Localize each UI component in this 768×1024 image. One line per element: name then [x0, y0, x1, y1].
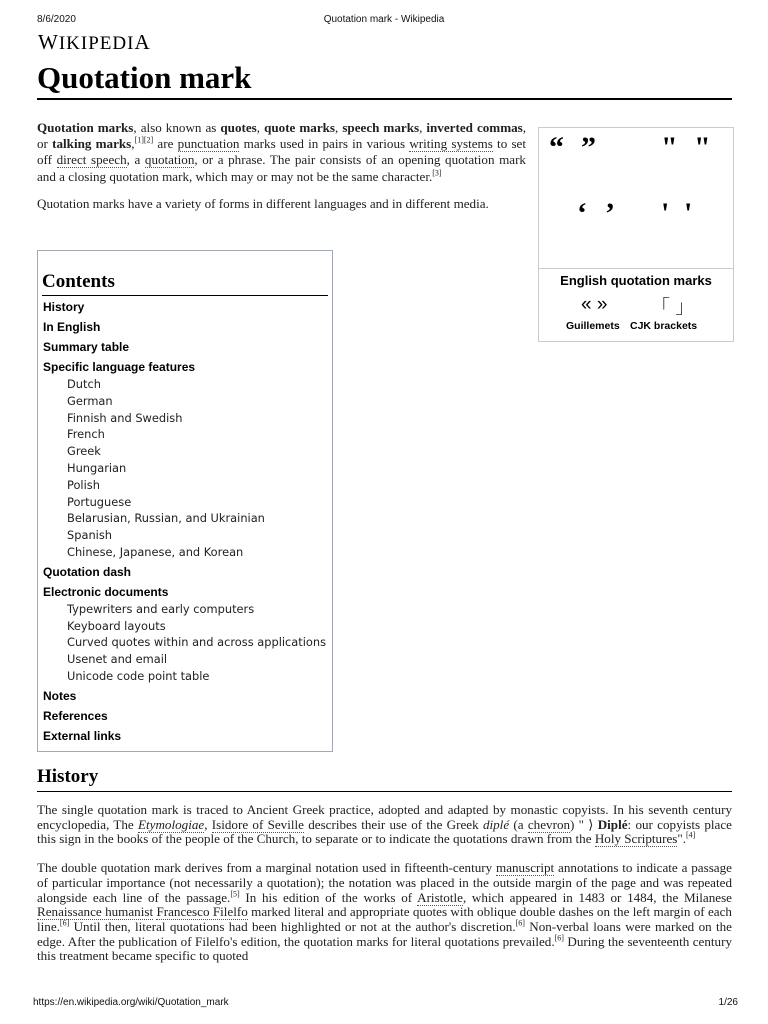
toc-link[interactable]: History — [43, 300, 85, 314]
text-run: , — [419, 120, 427, 135]
toc-link[interactable]: Chinese, Japanese, and Korean — [67, 545, 244, 559]
citation-ref[interactable]: [6] — [59, 918, 70, 928]
inline-link[interactable]: Isidore of Seville — [211, 816, 304, 832]
text-run: , — [256, 120, 265, 135]
toc-link[interactable]: French — [67, 427, 105, 442]
infobox — [538, 127, 734, 342]
citation-ref[interactable]: [6] — [554, 933, 564, 943]
mark-single-straight-1: ' — [661, 197, 670, 230]
text-run: quotes — [220, 120, 257, 135]
text-run: Non-verbal loans were marked on the edge. After the publication of Filelfo's edition, the quotation marks for literal quotations prevailed. — [37, 918, 732, 949]
toc-link[interactable]: In English — [43, 320, 101, 334]
inline-link[interactable]: direct speech — [56, 152, 127, 168]
toc-link[interactable]: Specific language features — [43, 360, 196, 374]
text-run: inverted commas — [426, 120, 523, 135]
citation-ref[interactable]: [6] — [515, 918, 525, 928]
toc-link[interactable]: Curved quotes within and across applications — [67, 635, 327, 650]
toc-link[interactable]: Dutch — [67, 377, 101, 391]
inline-link[interactable]: punctuation — [177, 136, 240, 152]
print-title: Quotation mark - Wikipedia — [323, 14, 445, 25]
text-run: marks used in pairs in various — [239, 136, 410, 152]
infobox-caption: English quotation marks — [560, 273, 712, 288]
text-run: , which appeared in 1483 or 1484, the Milanese — [462, 889, 732, 905]
intro-paragraph-2: Quotation marks have a variety of forms in different languages and in different media. — [37, 195, 489, 211]
history-paragraph-1 — [37, 803, 732, 847]
text-run: annotations to indicate a passage of particular importance (not necessarily a quotation); the notation was placed in the outside margin of the page and was repeated alongside each line of the passage. — [37, 860, 732, 905]
mark-single-straight-2: ' — [684, 197, 693, 230]
history-heading: History — [37, 766, 732, 792]
table-of-contents — [37, 250, 333, 752]
print-page-number: 1/26 — [718, 997, 738, 1008]
cjk-brackets-link[interactable]: CJK brackets — [630, 320, 698, 332]
inline-link[interactable]: Etymologiae — [138, 816, 205, 832]
text-run: Until then, literal quotations had been highlighted or not at the author's discretion. — [69, 918, 516, 934]
toc-link[interactable]: Hungarian — [67, 461, 127, 475]
mark-double-straight-2: " — [694, 131, 711, 164]
text-run: ) " ⟩ — [570, 816, 598, 832]
text-run: are — [153, 136, 178, 152]
history-paragraph-2 — [37, 861, 732, 964]
text-run: : our copyists place this sign in the books of the people of the Church, to separate or to indicate the quotations drawn from the — [37, 816, 732, 847]
text-run: to set off — [37, 136, 526, 168]
toc-link[interactable]: Finnish and Swedish — [67, 410, 183, 425]
toc-link[interactable]: Quotation dash — [43, 564, 131, 579]
citation-ref[interactable]: [3] — [432, 168, 442, 178]
intro-paragraph-1 — [37, 120, 526, 185]
infobox-divider — [539, 268, 733, 269]
text-run: ". — [677, 831, 686, 847]
page-title: Quotation mark — [37, 58, 732, 100]
toc-link[interactable]: External links — [43, 728, 122, 743]
toc-link[interactable]: German — [67, 393, 113, 408]
text-run: (a — [509, 816, 528, 832]
toc-link[interactable]: Summary table — [43, 340, 130, 354]
toc-title: Contents — [42, 271, 328, 296]
wikipedia-logo[interactable] — [38, 30, 151, 55]
quotation-marks-image — [539, 128, 733, 268]
print-url: https://en.wikipedia.org/wiki/Quotation_mark — [33, 997, 229, 1008]
mark-double-straight-1: " — [661, 131, 678, 164]
text-run: , or a phrase. The pair consists of an opening quotation mark and a closing quotation mark, which may or may not be the same character. — [37, 152, 526, 184]
inline-link[interactable]: Renaissance humanist — [37, 904, 154, 920]
toc-link[interactable]: Typewriters and early computers — [67, 601, 255, 616]
logo-letters: IKIPEDI — [58, 33, 135, 54]
toc-link[interactable]: Keyboard layouts — [67, 618, 166, 633]
guillemets-glyph: « » — [581, 294, 608, 315]
mark-single-close-curly: ’ — [605, 197, 615, 230]
print-date: 8/6/2020 — [37, 14, 76, 25]
print-footer — [0, 997, 768, 1011]
inline-link[interactable]: Aristotle — [417, 889, 463, 905]
text-run: , — [204, 816, 212, 832]
text-run: quote marks — [264, 120, 336, 135]
text-run: marked literal and appropriate quotes with oblique double dashes on the left margin of each line. — [37, 904, 732, 934]
guillemets-link[interactable]: Guillemets — [566, 320, 620, 332]
text-run: The single quotation mark is traced to Ancient Greek practice, adopted and adapted by monastic copyists. In his seventh century encyclopedia, The — [37, 802, 732, 832]
text-run: Quotation marks — [37, 120, 134, 135]
inline-link[interactable]: writing systems — [409, 136, 493, 152]
toc-link[interactable]: Unicode code point table — [67, 669, 210, 683]
logo-letter-a: A — [134, 30, 151, 54]
toc-link[interactable]: Portuguese — [67, 494, 132, 509]
toc-link[interactable]: Polish — [67, 477, 100, 492]
text-run: Diplé — [597, 816, 628, 832]
text-run: , — [131, 136, 135, 152]
history-section — [37, 803, 732, 978]
text-run: In his edition of the works of — [239, 889, 418, 905]
text-run: diplé — [482, 816, 510, 832]
citation-ref[interactable]: [1][2] — [134, 135, 154, 145]
text-run: , or — [37, 120, 527, 152]
text-run: During the seventeenth century this treatment became specific to quoted — [37, 933, 732, 964]
logo-letter-w: W — [38, 30, 59, 54]
mark-double-open-curly: “ — [549, 131, 564, 164]
mark-double-close-curly: ” — [581, 131, 596, 164]
toc-link[interactable]: References — [43, 708, 108, 723]
text-run: , — [335, 120, 343, 135]
citation-ref[interactable]: [4] — [686, 831, 696, 841]
toc-link[interactable]: Greek — [67, 444, 101, 459]
inline-link[interactable]: quotation — [144, 152, 195, 168]
text-run: The double quotation mark derives from a marginal notation used in fifteenth-century — [37, 860, 497, 876]
toc-link[interactable]: Spanish — [67, 528, 112, 543]
text-run: speech marks — [342, 120, 420, 135]
inline-link[interactable]: chevron — [527, 816, 571, 832]
intro-section — [37, 120, 526, 223]
toc-link[interactable]: Belarusian, Russian, and Ukrainian — [67, 511, 265, 526]
text-run: talking marks — [52, 136, 132, 152]
mark-single-open-curly: ‘ — [577, 197, 587, 230]
text-run: , also known as — [133, 120, 221, 135]
citation-ref[interactable]: [5] — [230, 889, 240, 899]
toc-link[interactable]: Usenet and email — [67, 652, 168, 667]
text-run: , a — [126, 152, 145, 168]
text-run: describes their use of the Greek — [303, 816, 483, 832]
toc-link[interactable]: Electronic documents — [43, 584, 169, 599]
toc-link[interactable]: Notes — [43, 688, 77, 703]
inline-link[interactable]: Francesco Filelfo — [156, 904, 248, 920]
cjk-brackets-glyph: 「 」 — [651, 297, 695, 318]
inline-link[interactable]: manuscript — [496, 860, 555, 876]
print-header — [0, 14, 768, 28]
inline-link[interactable]: Holy Scriptures — [594, 831, 678, 847]
